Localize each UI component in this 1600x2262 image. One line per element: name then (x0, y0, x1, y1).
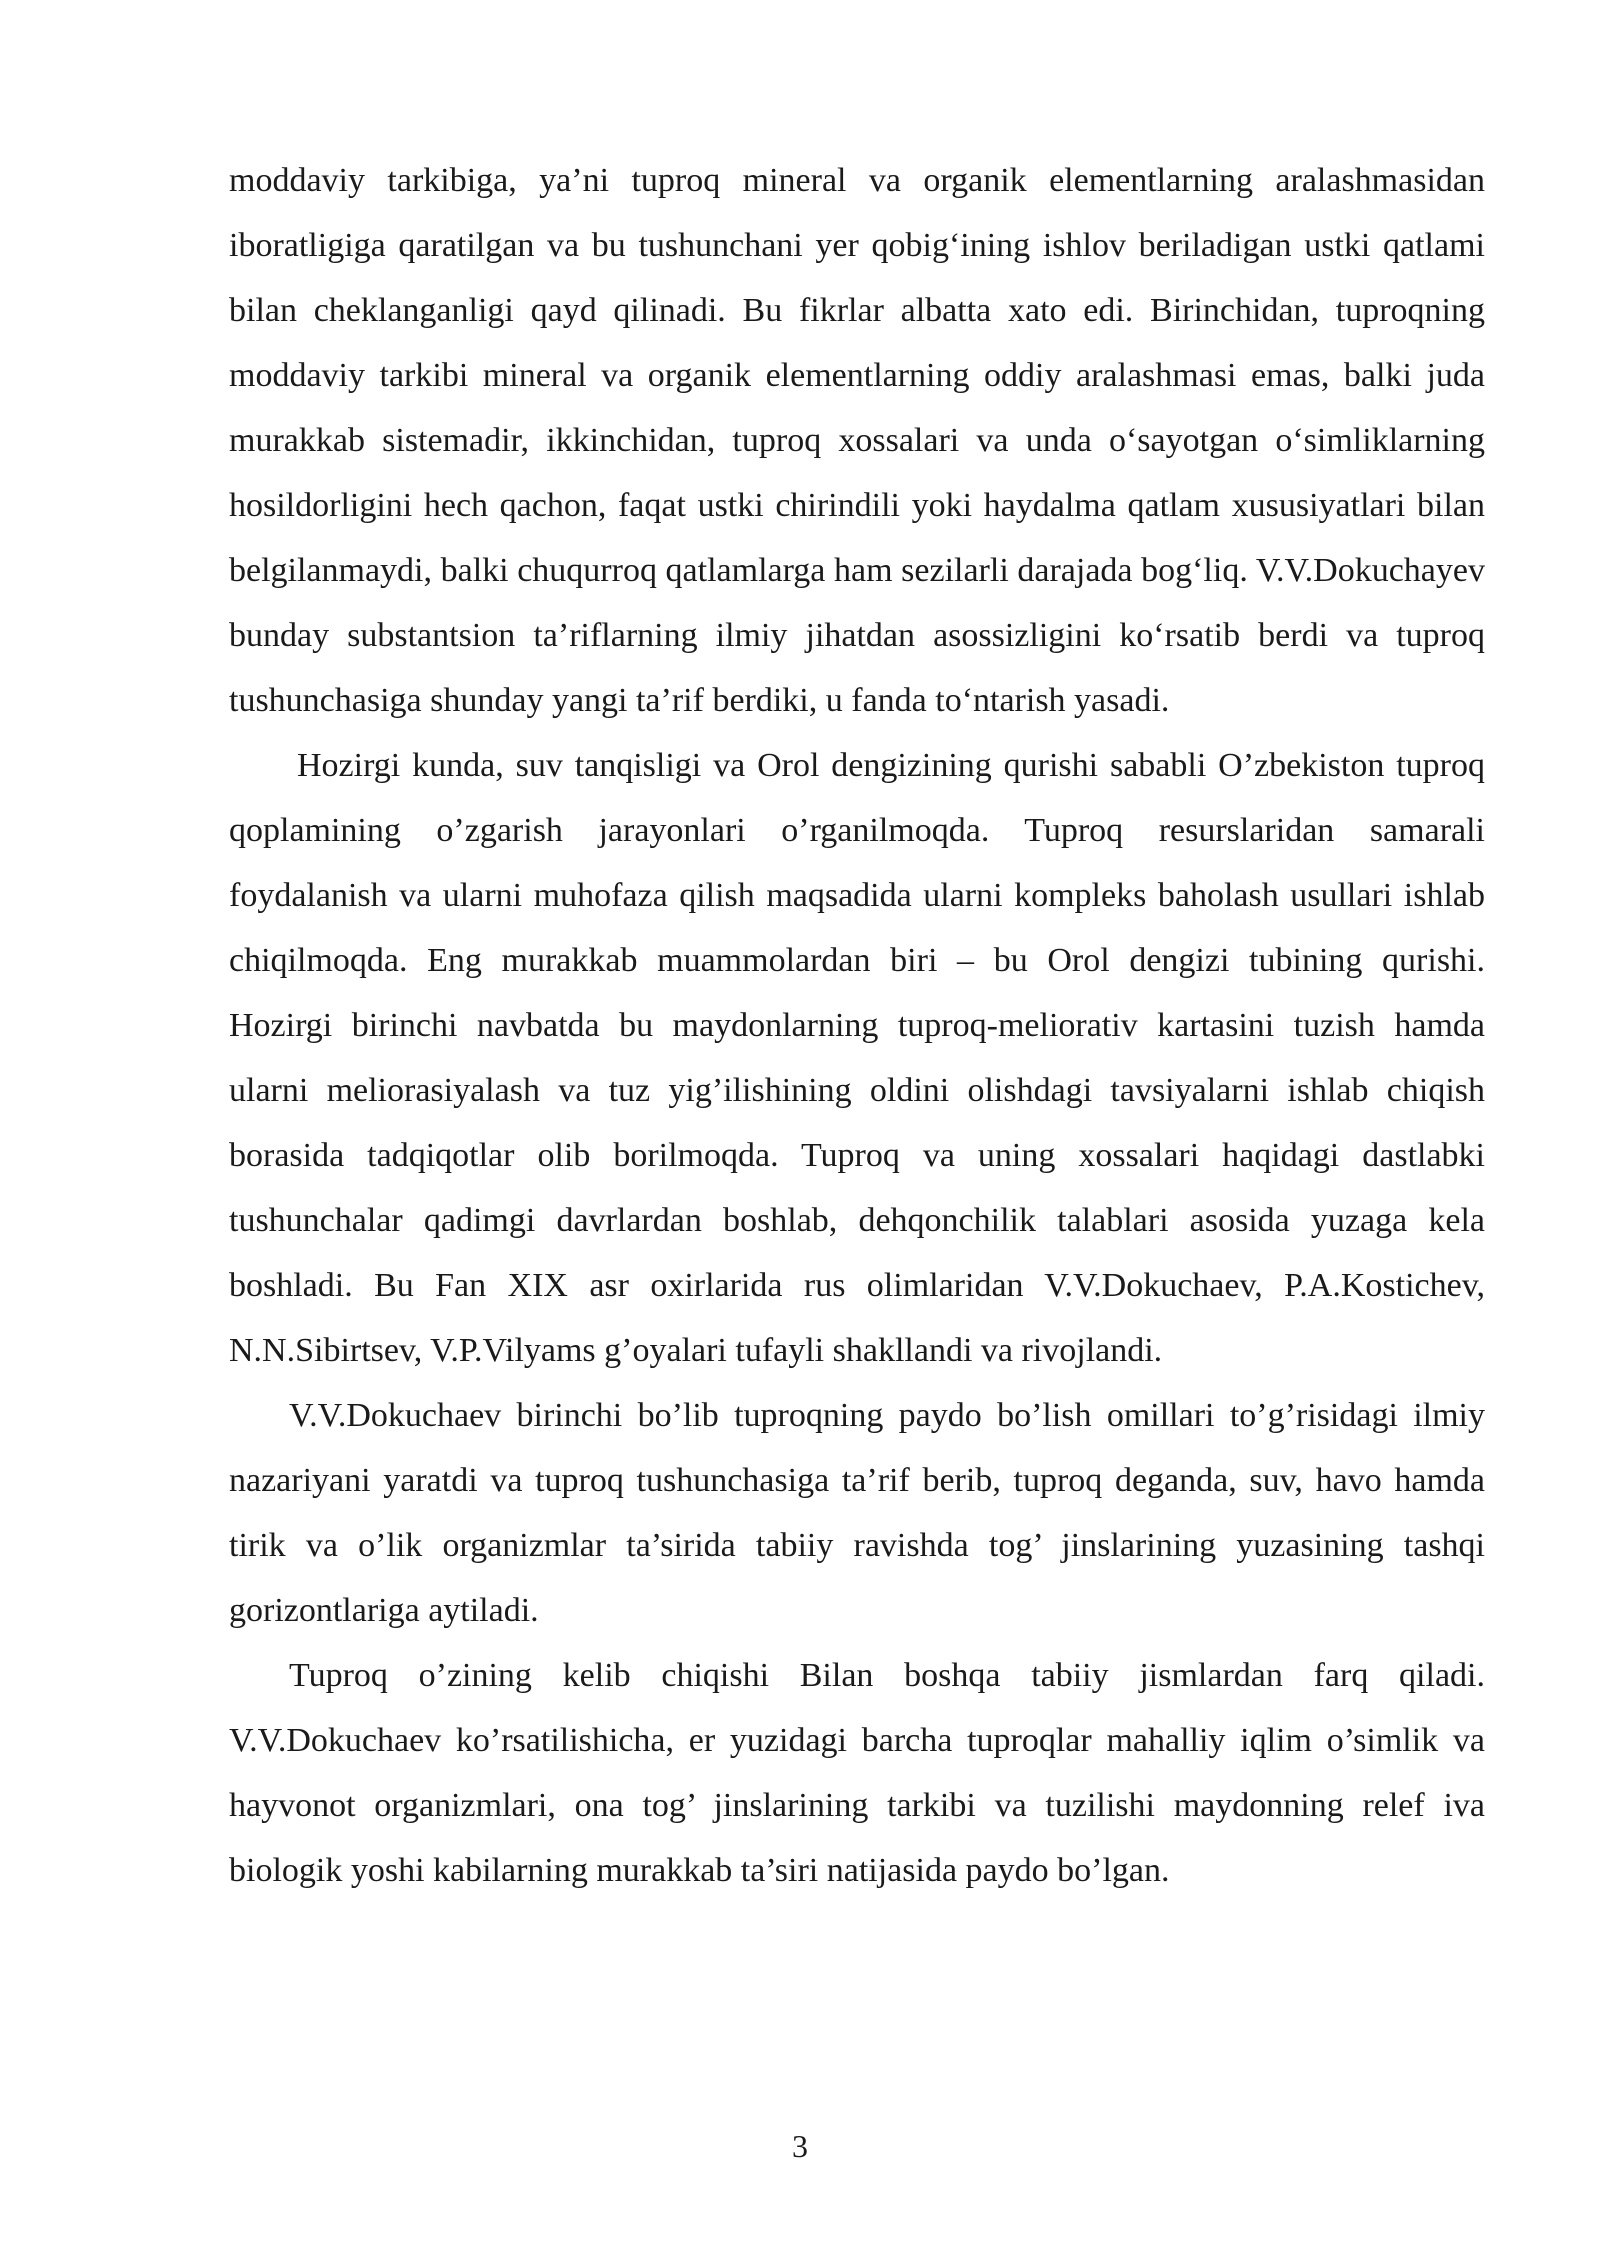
paragraph-dokuchaev-theory: V.V.Dokuchaev birinchi bo’lib tuproqning paydo bo’lish omillari to’g’risidagi ilmiy nazariyani yaratdi va tuproq tushunchasiga ta’rif berib, tuproq deganda, suv, havo hamda tirik va o’lik organizmlar ta’sirida tabiiy ravishda tog’ jinslarining yuzasining tashqi gorizontlariga aytiladi. (229, 1397, 1485, 1629)
body-text (229, 148, 1485, 1903)
page-number: 3 (792, 2128, 808, 2164)
paragraph-continuation: moddaviy tarkibiga, ya’ni tuproq mineral va organik elementlarning aralashmasidan iboratligiga qaratilgan va bu tushunchani yer qobig‘ining ishlov beriladigan ustki qatlami bilan cheklanganligi qayd qilinadi. Bu fikrlar albatta xato edi. Birinchidan, tuproqning moddaviy tarkibi mineral va organik elementlarning oddiy aralashmasi emas, balki juda murakkab sistemadir, ikkinchidan, tuproq xossalari va unda o‘sayotgan o‘simliklarning hosildorligini hech qachon, faqat ustki chirindili yoki haydalma qatlam xususiyatlari bilan belgilanmaydi, balki chuqurroq qatlamlarga ham sezilarli darajada bog‘liq. V.V.Dokuchayev bunday substantsion ta’riflarning ilmiy jihatdan asossizligini ko‘rsatib berdi va tuproq tushunchasiga shunday yangi ta’rif berdiki, u fanda to‘ntarish yasadi. (229, 162, 1485, 719)
paragraph-soil-origin: Tuproq o’zining kelib chiqishi Bilan boshqa tabiiy jismlardan farq qiladi. V.V.Dokuchaev ko’rsatilishicha, er yuzidagi barcha tuproqlar mahalliy iqlim o’simlik va hayvonot organizmlari, ona tog’ jinslarining tarkibi va tuzilishi maydonning relef iva biologik yoshi kabilarning murakkab ta’siri natijasida paydo bo’lgan. (229, 1657, 1485, 1889)
paragraph-aral-sea: Hozirgi kunda, suv tanqisligi va Orol dengizining qurishi sababli O’zbekiston tuproq qoplamining o’zgarish jarayonlari o’rganilmoqda. Tuproq resurslaridan samarali foydalanish va ularni muhofaza qilish maqsadida ularni kompleks baholash usullari ishlab chiqilmoqda. Eng murakkab muammolardan biri – bu Orol dengizi tubining qurishi. Hozirgi birinchi navbatda bu maydonlarning tuproq-meliorativ kartasini tuzish hamda ularni meliorasiyalash va tuz yig’ilishining oldini olishdagi tavsiyalarni ishlab chiqish borasida tadqiqotlar olib borilmoqda. Tuproq va uning xossalari haqidagi dastlabki tushunchalar qadimgi davrlardan boshlab, dehqonchilik talablari asosida yuzaga kela boshladi. Bu Fan XIX asr oxirlarida rus olimlaridan V.V.Dokuchaev, P.A.Kostichev, N.N.Sibirtsev, V.P.Vilyams g’oyalari tufayli shakllandi va rivojlandi. (229, 747, 1485, 1369)
